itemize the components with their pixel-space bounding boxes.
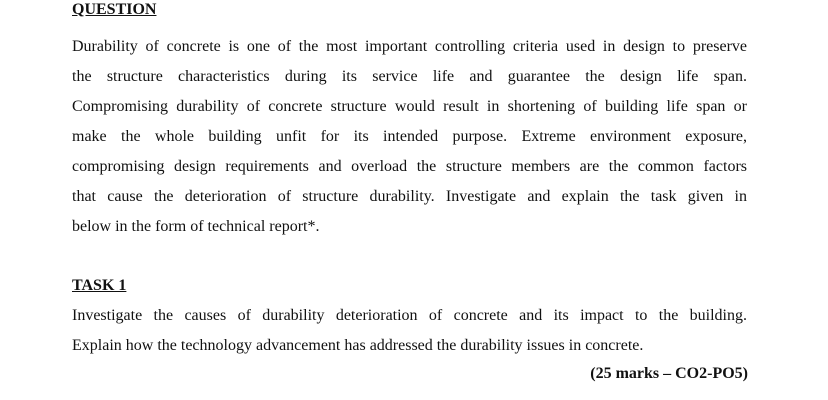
question-heading: QUESTION — [72, 1, 157, 18]
task1-paragraph — [72, 301, 747, 361]
task1-line: Investigate the causes of durability deterioration of concrete and its impact to the building. — [72, 307, 747, 324]
question-line: Compromising durability of concrete structure would result in shortening of building life span or — [72, 98, 747, 115]
question-line: make the whole building unfit for its intended purpose. Extreme environment exposure, — [72, 128, 747, 145]
task1-heading: TASK 1 — [72, 277, 127, 294]
marks-label: (25 marks – CO2-PO5) — [590, 365, 748, 382]
question-line: compromising design requirements and overload the structure members are the common factors — [72, 158, 747, 175]
question-paragraph — [72, 32, 747, 242]
question-line: the structure characteristics during its service life and guarantee the design life span. — [72, 68, 747, 85]
question-line: below in the form of technical report*. — [72, 218, 320, 235]
task1-line: Explain how the technology advancement has addressed the durability issues in concrete. — [72, 337, 644, 354]
question-line: Durability of concrete is one of the most important controlling criteria used in design to preserve — [72, 38, 747, 55]
question-line: that cause the deterioration of structure durability. Investigate and explain the task given in — [72, 188, 747, 205]
